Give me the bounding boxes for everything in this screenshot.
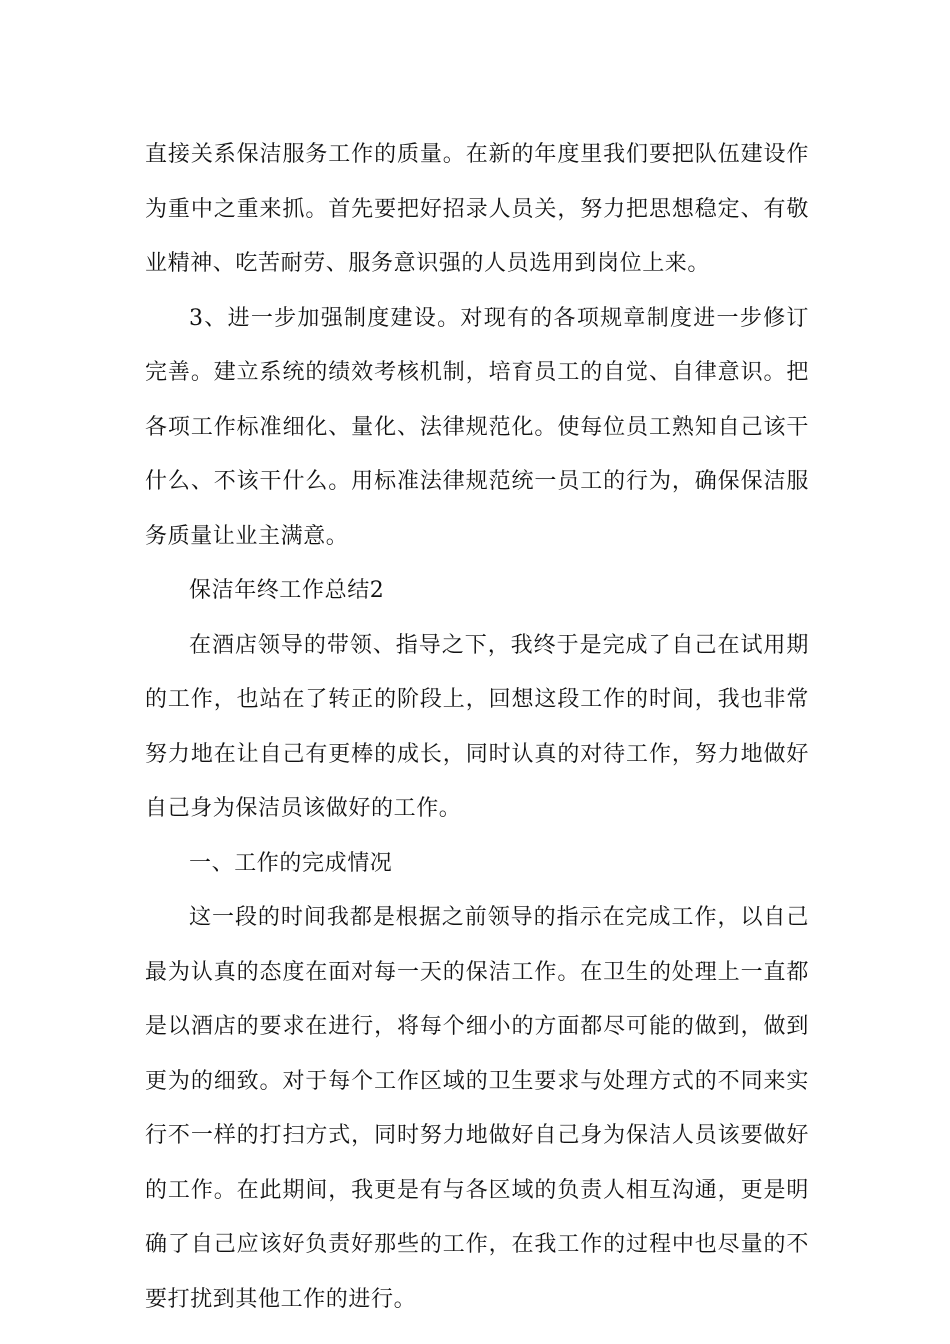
paragraph-continuation: 直接关系保洁服务工作的质量。在新的年度里我们要把队伍建设作为重中之重来抓。首先要把好招录人员关，努力把思想稳定、有敬业精神、吃苦耐劳、服务意识强的人员选用到岗位上来。: [145, 142, 809, 276]
paragraph-intro: 在酒店领导的带领、指导之下，我终于是完成了自己在试用期的工作，也站在了转正的阶段上，回想这段工作的时间，我也非常努力地在让自己有更棒的成长，同时认真的对待工作，努力地做好自己身为保洁员该做好的工作。: [145, 632, 809, 821]
section-title: 保洁年终工作总结2: [189, 578, 385, 603]
subsection-heading: 一、工作的完成情况: [189, 850, 393, 876]
paragraph-work-details: 这一段的时间我都是根据之前领导的指示在完成工作，以自己最为认真的态度在面对每一天的保洁工作。在卫生的处理上一直都是以酒店的要求在进行，将每个细小的方面都尽可能的做到，做到更为的细致。对于每个工作区域的卫生要求与处理方式的不同来实行不一样的打扫方式，同时努力地做好自己身为保洁人员该要做好的工作。在此期间，我更是有与各区域的负责人相互沟通，更是明确了自己应该好负责好那些的工作，在我工作的过程中也尽量的不要打扰到其他工作的进行。: [145, 905, 809, 1312]
paragraph-system-building: 3、进一步加强制度建设。对现有的各项规章制度进一步修订完善。建立系统的绩效考核机制，培育员工的自觉、自律意识。把各项工作标准细化、量化、法律规范化。使每位员工熟知自己该干什么、不该干什么。用标准法律规范统一员工的行为，确保保洁服务质量让业主满意。: [145, 305, 809, 549]
document-page: [145, 128, 809, 1327]
